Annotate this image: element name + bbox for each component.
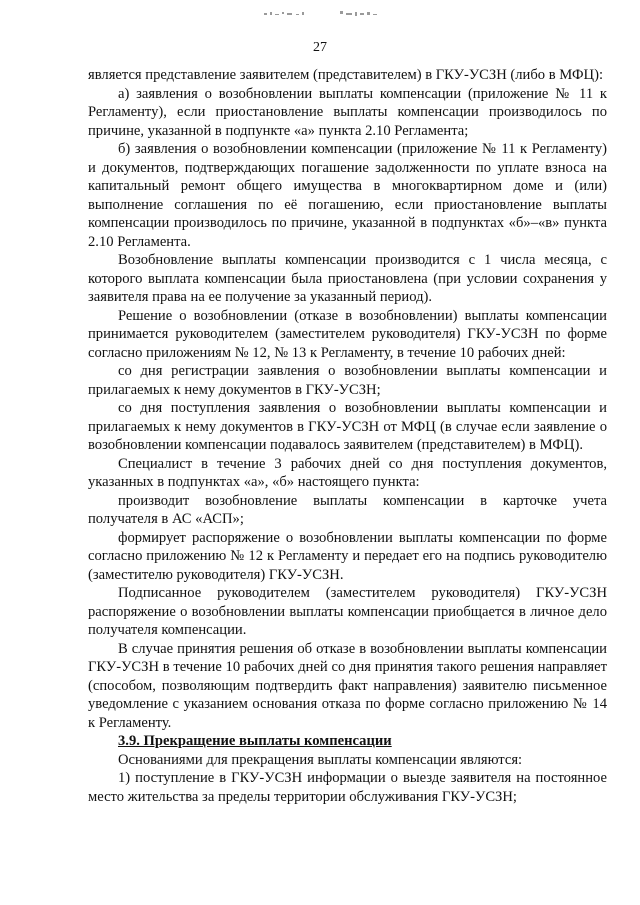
document-body (88, 66, 607, 806)
paragraph: Основаниями для прекращения выплаты компенсации являются: (118, 751, 523, 768)
paragraph: а) заявления о возобновлении выплаты компенсации (приложение № 11 к Регламенту), если приостановление выплаты компенсации производилось по причине, указанной в подпункте «а» пункта 2.10 Регламента; (88, 85, 607, 139)
paragraph: производит возобновление выплаты компенсации в карточке учета получателя в АС «АСП»; (88, 492, 607, 527)
paragraph: со дня поступления заявления о возобновлении выплаты компенсации и прилагаемых к нему документов в ГКУ-УСЗН от МФЦ (в случае если заявление о возобновлении компенсации подавалось заявителем (представителем) в МФЦ). (88, 400, 607, 453)
paragraph: Решение о возобновлении (отказе в возобновлении) выплаты компенсации принимается руководителем (заместителем руководителя) ГКУ-УСЗН по форме согласно приложениям № 12, № 13 к Регламенту, в течение 10 рабочих дней: (88, 307, 607, 361)
paragraph: со дня регистрации заявления о возобновлении выплаты компенсации и прилагаемых к нему документов в ГКУ-УСЗН; (88, 363, 607, 398)
paragraph: Подписанное руководителем (заместителем руководителя) ГКУ-УСЗН распоряжение о возобновлении выплаты компенсации приобщается в личное дело получателя компенсации. (88, 585, 607, 638)
paragraph: формирует распоряжение о возобновлении выплаты компенсации по форме согласно приложению № 12 к Регламенту и передает его на подпись руководителю (заместителю руководителя) ГКУ-УСЗН. (88, 529, 607, 583)
section-heading: 3.9. Прекращение выплаты компенсации (118, 733, 392, 749)
paragraph: является представление заявителем (представителем) в ГКУ-УСЗН (либо в МФЦ): (88, 67, 604, 83)
paragraph: Возобновление выплаты компенсации производится с 1 числа месяца, с которого выплата компенсации была приостановлена (при условии сохранения у заявителя права на ее получение за указанный период). (88, 252, 607, 305)
scan-noise-mark (262, 8, 382, 20)
paragraph: 1) поступление в ГКУ-УСЗН информации о выезде заявителя на постоянное место жительства за пределы территории обслуживания ГКУ-УСЗН; (88, 770, 607, 805)
page-number: 27 (313, 40, 327, 55)
paragraph: б) заявления о возобновлении компенсации (приложение № 11 к Регламенту) и документов, подтверждающих погашение задолженности по уплате взноса на капитальный ремонт общего имущества в многоквартирном доме и (или) выполнение соглашения по её погашению, если приостановление выплаты компенсации производилось по причине, указанной в подпунктах «б»–«в» пункта 2.10 Регламента. (88, 141, 607, 250)
paragraph: В случае принятия решения об отказе в возобновлении выплаты компенсации ГКУ-УСЗН в течение 10 рабочих дней со дня принятия такого решения направляет (способом, позволяющим подтвердить факт направления) заявителю письменное уведомление с указанием основания отказа по форме согласно приложению № 14 к Регламенту. (88, 640, 607, 731)
paragraph: Специалист в течение 3 рабочих дней со дня поступления документов, указанных в подпунктах «а», «б» настоящего пункта: (88, 455, 607, 490)
